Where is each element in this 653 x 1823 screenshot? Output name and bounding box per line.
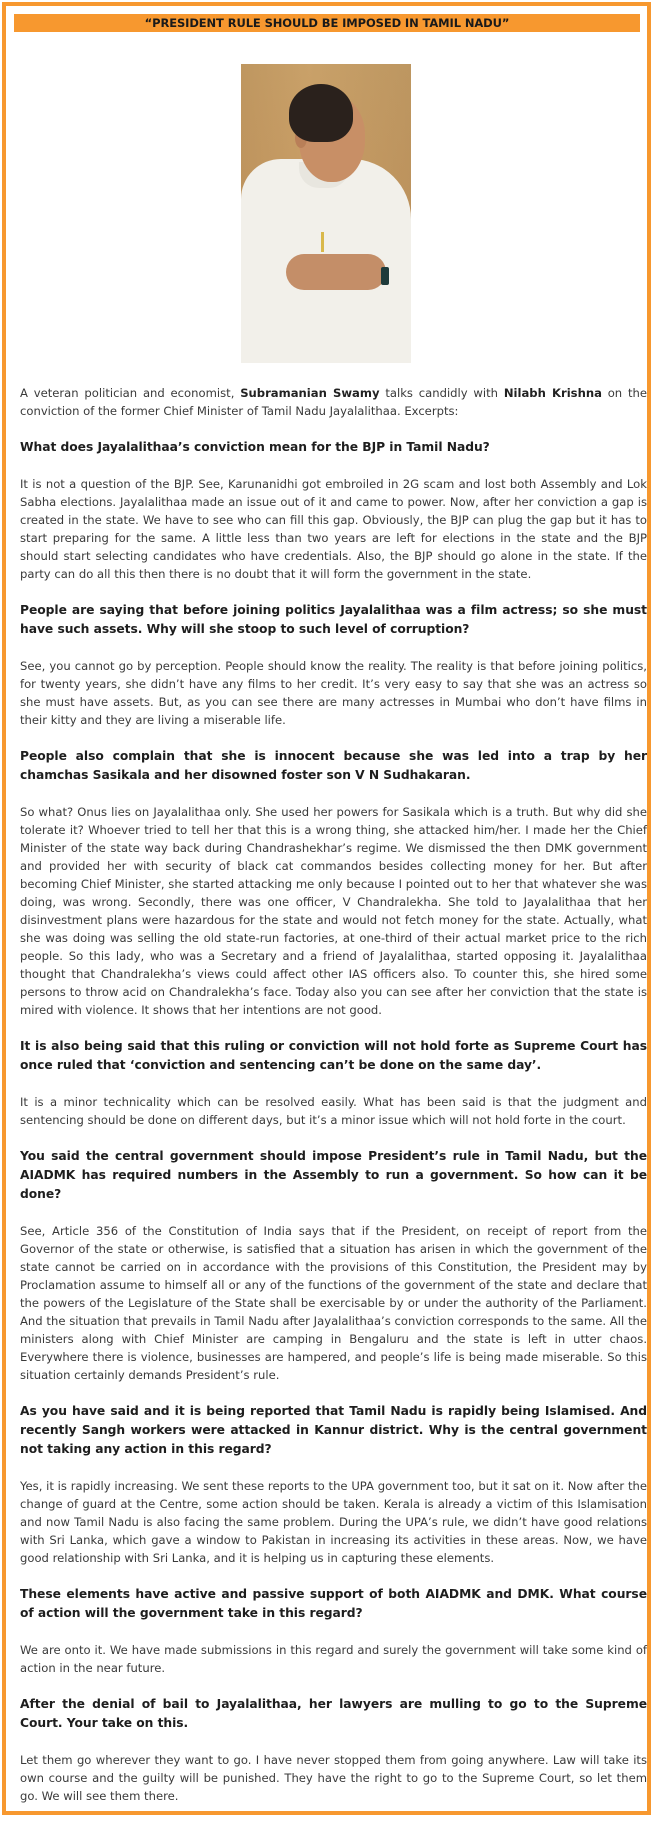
photo-pen — [321, 232, 324, 252]
interviewer-name: Nilabh Krishna — [503, 386, 602, 400]
photo-hands — [286, 254, 386, 290]
article-frame — [2, 2, 651, 1815]
answer-2: See, you cannot go by perception. People should know the reality. The reality is that before joining politics, for twenty years, she didn’t have any films to her credit. It’s very easy to say that she was an actress so she must have assets. But, as you can see there are many actresses in Mumbai who don’t have films in their kitty and they are living a miserable life. — [20, 659, 647, 727]
question-5: You said the central government should impose President’s rule in Tamil Nadu, but the AIADMK has required numbers in the Assembly to run a government. So how can it be done? — [20, 1149, 647, 1201]
interviewee-photo — [241, 64, 411, 363]
question-7: These elements have active and passive support of both AIADMK and DMK. What course of action will the government take in this regard? — [20, 1587, 647, 1620]
answer-4: It is a minor technicality which can be resolved easily. What has been said is that the judgment and sentencing should be done on different days, but it’s a minor issue which will not hold forte in the court. — [20, 1095, 647, 1127]
intro-text: A veteran politician and economist, — [20, 386, 241, 400]
intro-paragraph — [20, 384, 647, 420]
answer-8: Let them go wherever they want to go. I have never stopped them from going anywhere. Law will take its own course and the guilty will be punished. They have the right to go to the Supreme Court, so let them go. We will see them there. — [20, 1753, 647, 1803]
photo-hair — [289, 84, 353, 142]
question-2: People are saying that before joining politics Jayalalithaa was a film actress; so she must have such assets. Why will she stoop to such level of corruption? — [20, 603, 647, 636]
question-8: After the denial of bail to Jayalalithaa, her lawyers are mulling to go to the Supreme Court. Your take on this. — [20, 1697, 647, 1730]
answer-5: See, Article 356 of the Constitution of India says that if the President, on receipt of report from the Governor of the state or otherwise, is satisfied that a situation has arisen in which the government of the state cannot be carried on in accordance with the provisions of this Constitution, the President may by Proclamation assume to himself all or any of the functions of the government of the state and declare that the powers of the Legislature of the State shall be exercisable by or under the authority of the Parliament. And the situation that prevails in Tamil Nadu after Jayalalithaa’s conviction corresponds to the same. All the ministers along with Chief Minister are camping in Bengaluru and the state is left in utter chaos. Everywhere there is violence, businesses are hampered, and people’s life is being made miserable. So this situation certainly demands President’s rule. — [20, 1224, 647, 1382]
speaker-name: Subramanian Swamy — [240, 386, 380, 400]
intro-text: on the conviction of the former Chief Minister of Tamil Nadu Jayalalithaa. Excerpts: — [20, 386, 647, 418]
answer-6: Yes, it is rapidly increasing. We sent these reports to the UPA government too, but it sat on it. Now after the change of guard at the Centre, some action should be taken. Kerala is already a victim of this Islamisation and now Tamil Nadu is also facing the same problem. During the UPA’s rule, we didn’t have good relations with Sri Lanka, which gave a window to Pakistan in increasing its activities in these areas. Now, we have good relationship with Sri Lanka, and it is helping us in capturing these elements. — [20, 1479, 647, 1565]
intro-text: talks candidly with — [379, 386, 504, 400]
question-1: What does Jayalalithaa’s conviction mean for the BJP in Tamil Nadu? — [20, 440, 490, 454]
photo-watch — [381, 267, 389, 285]
answer-7: We are onto it. We have made submissions in this regard and surely the government will take some kind of action in the near future. — [20, 1643, 647, 1675]
question-6: As you have said and it is being reported that Tamil Nadu is rapidly being Islamised. And recently Sangh workers were attacked in Kannur district. Why is the central government not taking any action in this regard? — [20, 1404, 647, 1456]
article-body — [20, 374, 647, 1823]
question-3: People also complain that she is innocent because she was led into a trap by her chamchas Sasikala and her disowned foster son V N Sudhakaran. — [20, 749, 647, 782]
question-4: It is also being said that this ruling or conviction will not hold forte as Supreme Court has once ruled that ‘conviction and sentencing can’t be done on the same day’. — [20, 1039, 647, 1072]
answer-3: So what? Onus lies on Jayalalithaa only. She used her powers for Sasikala which is a truth. But why did she tolerate it? Whoever tried to tell her that this is a wrong thing, she attacked him/her. I made her the Chief Minister of the state way back during Chandrashekhar’s regime. We dismissed the then DMK government and provided her with security of black cat commandos besides collecting money for her. But after becoming Chief Minister, she started attacking me only because I pointed out to her that whatever she was doing, was wrong. Secondly, there was one officer, V Chandralekha. She told to Jayalalithaa that her disinvestment plans were hazardous for the state and would not fetch money for the state. Actually, what she was doing was selling the old state-run factories, at one-third of their actual market price to the rich people. So this lady, who was a Secretary and a friend of Jayalalithaa, started opposing it. Jayalalithaa thought that Chandralekha’s views could affect other IAS officers also. To counter this, she hired some persons to throw acid on Chandralekha’s face. Today also you can see after her conviction that the state is mired with violence. It shows that her intentions are not good. — [20, 805, 647, 1017]
answer-1: It is not a question of the BJP. See, Karunanidhi got embroiled in 2G scam and lost both Assembly and Lok Sabha elections. Jayalalithaa made an issue out of it and came to power. Now, after her conviction a gap is created in the state. We have to see who can fill this gap. Obviously, the BJP can plug the gap but it has to start preparing for the same. A little less than two years are left for elections in the state and the BJP should start selecting candidates who have credentials. Also, the BJP should go alone in the state. If the party can do all this then there is no doubt that it will form the government in the state. — [20, 477, 647, 581]
article-title: “PRESIDENT RULE SHOULD BE IMPOSED IN TAMIL NADU” — [14, 14, 640, 32]
